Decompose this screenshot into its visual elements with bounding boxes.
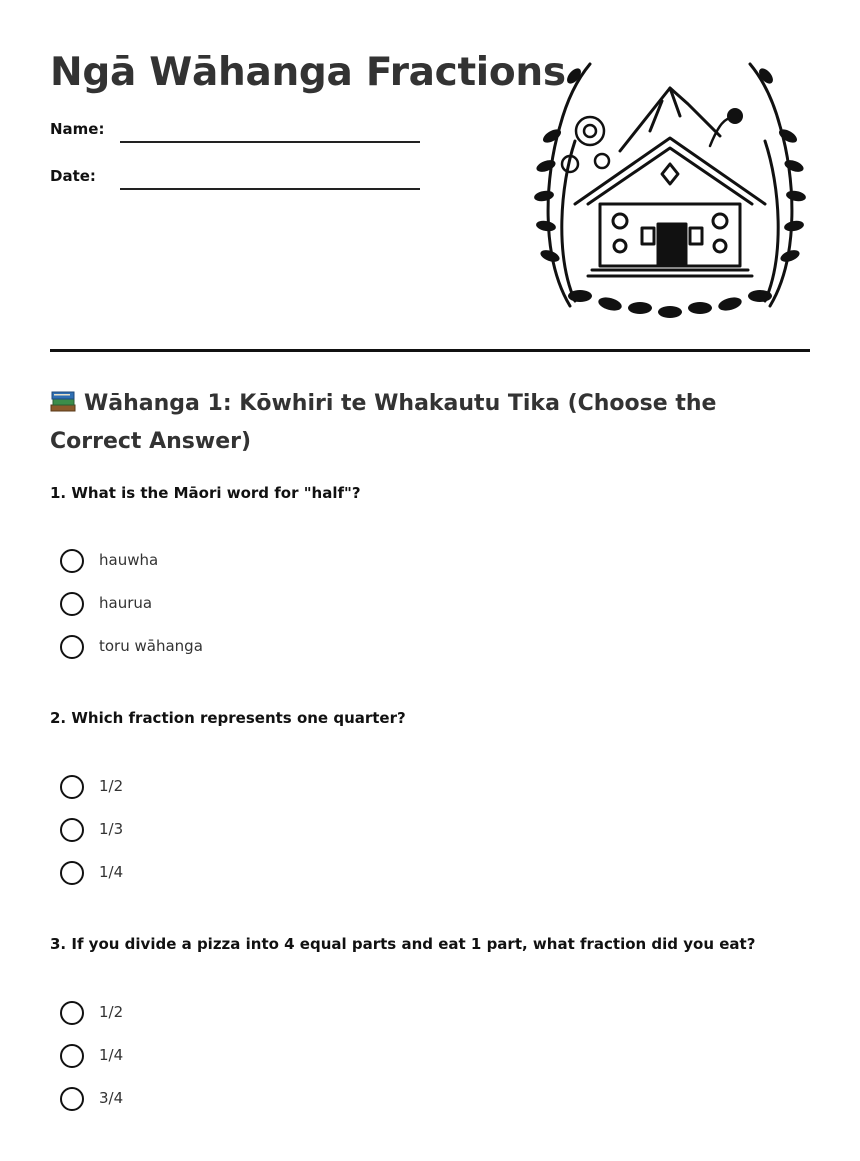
q3-option-1[interactable] [60, 1001, 560, 1025]
option-label: haurua [99, 594, 153, 612]
option-label: 1/2 [99, 777, 124, 795]
radio-button[interactable] [60, 775, 84, 799]
radio-button[interactable] [60, 1044, 84, 1068]
radio-button[interactable] [60, 818, 84, 842]
date-write-line[interactable] [120, 188, 420, 190]
q3-option-2[interactable] [60, 1044, 560, 1068]
option-label: toru wāhanga [99, 637, 203, 655]
radio-button[interactable] [60, 549, 84, 573]
q1-option-3[interactable] [60, 635, 560, 659]
date-field[interactable] [50, 167, 430, 191]
q2-option-2[interactable] [60, 818, 560, 842]
q1-option-1[interactable] [60, 549, 560, 573]
q3-option-3[interactable] [60, 1087, 560, 1111]
radio-button[interactable] [60, 1001, 84, 1025]
books-icon [50, 389, 76, 413]
option-label: 3/4 [99, 1089, 124, 1107]
wharenui-fern-frame-illustration [530, 56, 810, 328]
question-3: 3. If you divide a pizza into 4 equal parts and eat 1 part, what fraction did you eat? [50, 935, 756, 953]
radio-button[interactable] [60, 592, 84, 616]
radio-button[interactable] [60, 861, 84, 885]
name-label: Name: [50, 120, 105, 138]
question-2: 2. Which fraction represents one quarter? [50, 709, 406, 727]
header-divider [50, 349, 810, 352]
q1-option-2[interactable] [60, 592, 560, 616]
option-label: 1/3 [99, 820, 124, 838]
option-label: 1/4 [99, 1046, 124, 1064]
option-label: hauwha [99, 551, 159, 569]
name-field[interactable] [50, 120, 430, 144]
radio-button[interactable] [60, 635, 84, 659]
question-1: 1. What is the Māori word for "half"? [50, 484, 361, 502]
page-title: Ngā Wāhanga Fractions [50, 50, 566, 95]
section-heading-text: Wāhanga 1: Kōwhiri te Whakautu Tika (Choose the Correct Answer) [50, 391, 717, 454]
q2-option-3[interactable] [60, 861, 560, 885]
q2-option-1[interactable] [60, 775, 560, 799]
section-heading [50, 385, 810, 461]
date-label: Date: [50, 167, 96, 185]
name-write-line[interactable] [120, 141, 420, 143]
radio-button[interactable] [60, 1087, 84, 1111]
option-label: 1/4 [99, 863, 124, 881]
option-label: 1/2 [99, 1003, 124, 1021]
